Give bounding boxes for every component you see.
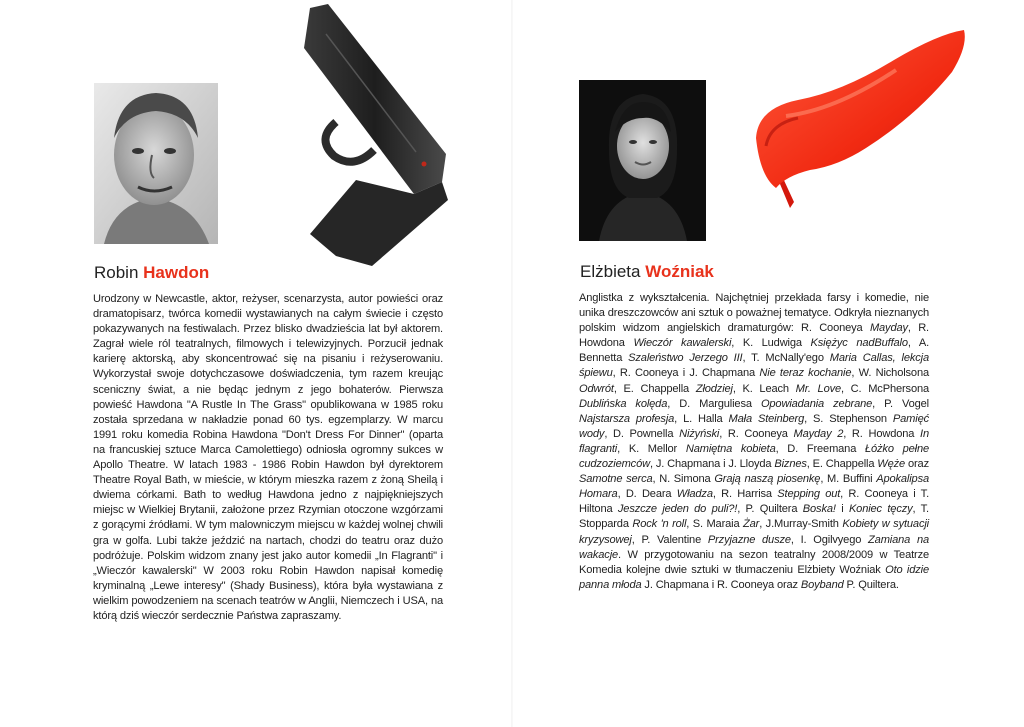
translator-last-name: Woźniak [645,262,714,281]
portrait-elzbieta-wozniak [579,80,706,241]
author-bio-text: Urodzony w Newcastle, aktor, reżyser, scenarzysta, autor powieści oraz dramatopisarz, twórca komedii wystawianych na całym świecie i często pokazywanych na festiwalach. Przez blisko dwadzieścia lat był aktorem. Zagrał wiele ról teatralnych, filmowych i telewizyjnych. Porzucił jednak karierę aktorską, aby skoncentrować się na pisaniu i reżyserowaniu. Wykorzystał swoje dotychczasowe doświadczenia, tym razem kreując sceniczny świat, a nie będąc jednym z jego bohaterów. Pierwsza powieść Hawdona "A Rustle In The Grass" opublikowana w 1985 roku została sprzedana w nakładzie ponad 60 tys. egzemplarzy. W marcu 1991 roku komedia Robina Hawdona "Don't Dress For Dinner" (oparta na francuskiej sztuce Marca Camolettiego) odniosła ogromny sukces w Apollo Theatre. W latach 1983 - 1986 Robin Hawdon był dyrektorem Theatre Royal Bath, w mieście, w którym mieszka razem z żoną Sheilą i dwiema córkami. Bath to według Hawdona jedno z najpiękniejszych miejsc w Wielkiej Brytanii, założone przez Rzymian otoczone wzgórzami z gorącymi źródłami. W tym malowniczym miejscu w każdej wolnej chwili gra w golfa. Lubi także jeździć na nartach, chodzi do teatru oraz dużo podróżuje. Polskim widzom znany jest jako autor komedii „In Flagranti" i „Wieczór kawalerski" W 2003 roku Robin Hawdon napisał komedię kryminalną „Lewe interesy" (Shady Business), która była wystawiana z wielkim powodzeniem na scenach teatrów w Anglii, Niemczech i USA, na którą dziś wieczór serdecznie Państwa zapraszamy. [93,293,443,622]
translator-bio [579,291,929,593]
translator-first-name: Elżbieta [580,262,641,281]
portrait-female-icon [579,80,706,241]
portrait-robin-hawdon [94,83,218,244]
red-shoe-image [746,26,968,212]
right-page [512,0,1024,727]
pistol-image [296,4,456,268]
red-stiletto-icon [746,26,968,212]
author-last-name: Hawdon [143,263,210,282]
pistol-icon [296,4,456,268]
translator-bio-text: Anglistka z wykształcenia. Najchętniej przekłada farsy i komedie, nie unika dreszczowców ani sztuk o poważnej tematyce. Odkryła nieznanych polskim widzom angielskich dramaturgów: R. Cooneya Mayday, R. Howdona Wieczór kawalerski, K. Ludwiga Księżyc nadBuffalo, A. Bennetta Szaleństwo Jerzego III, T. McNally'ego Maria Callas, lekcja śpiewu, R. Cooneya i J. Chapmana Nie teraz kochanie, W. Nicholsona Odwrót, E. Chappella Złodziej, K. Leach Mr. Love, C. McPhersona Dublińska kolęda, D. Marguliesa Opowiadania zebrane, P. Vogel Najstarsza profesja, L. Halla Mała Steinberg, S. Stephenson Pamięć wody, D. Pownella Niżyński, R. Cooneya Mayday 2, R. Howdona In flagranti, K. Mellor Namiętna kobieta, D. Freemana Łóżko pełne cudzoziemców, J. Chapmana i J. Lloyda Biznes, E. Chappella Węże oraz Samotne serca, N. Simona Grają naszą piosenkę, M. Buffini Apokalipsa Homara, D. Deara Władza, R. Harrisa Stepping out, R. Cooneya i T. Hiltona Jeszcze jeden do puli?!, P. Quiltera Boska! i Koniec tęczy, T. Stoppardа Rock 'n roll, S. Maraia Żar, J.Murray-Smith Kobiety w sytuacji kryzysowej, P. Valentine Przyjazne dusze, I. Ogilvyego Zamiana na wakacje. W przygotowaniu na sezon teatralny 2008/2009 w Teatrze Komedia kolejne dwie sztuki w tłumaczeniu Elżbiety Woźniak Oto idzie panna młoda J. Chapmana i R. Cooneya oraz Boyband P. Quiltera. [579,292,930,591]
author-first-name: Robin [94,263,139,282]
author-bio [93,292,443,624]
author-name [94,263,209,283]
translator-name [580,262,714,282]
portrait-male-icon [94,83,218,244]
